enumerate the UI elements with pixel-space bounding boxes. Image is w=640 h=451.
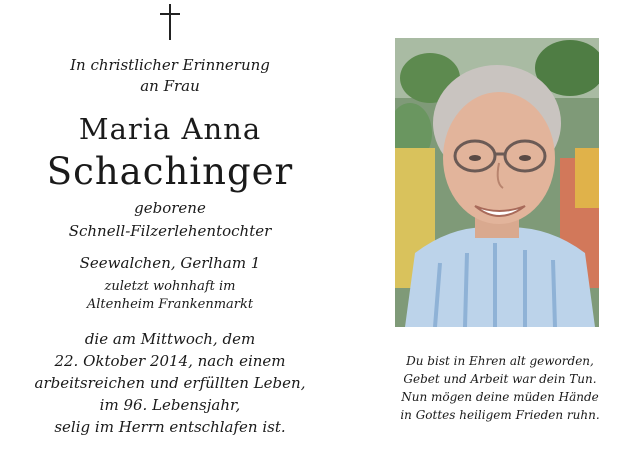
last-name: Schachinger — [46, 150, 294, 193]
cross-icon — [158, 4, 182, 40]
death-notice-line: selig im Herrn entschlafen ist. — [54, 418, 286, 436]
verse-line: Nun mögen deine müden Hände — [401, 390, 599, 404]
verse-line: in Gottes heiligem Frieden ruhn. — [400, 408, 600, 422]
intro-line: In christlicher Erinnerung — [70, 56, 270, 74]
home-place: Seewalchen, Gerlham 1 — [79, 254, 261, 272]
death-notice-line: im 96. Lebensjahr, — [99, 396, 241, 414]
intro-line: an Frau — [140, 77, 200, 95]
verse-line: Gebet und Arbeit war dein Tun. — [403, 372, 597, 386]
death-notice-line: 22. Oktober 2014, nach einem — [54, 352, 286, 370]
portrait-photo — [395, 38, 599, 327]
first-name: Maria Anna — [78, 112, 262, 146]
death-notice-line: arbeitsreichen und erfüllten Leben, — [34, 374, 306, 392]
residence-line: zuletzt wohnhaft im — [104, 279, 236, 294]
maiden-name: Schnell-Filzerlehentochter — [68, 222, 272, 240]
verse-line: Du bist in Ehren alt geworden, — [406, 354, 594, 368]
portrait-illustration — [395, 38, 599, 327]
residence-line: Altenheim Frankenmarkt — [86, 297, 254, 312]
death-notice-line: die am Mittwoch, dem — [84, 330, 256, 348]
born-label: geborene — [134, 199, 206, 217]
